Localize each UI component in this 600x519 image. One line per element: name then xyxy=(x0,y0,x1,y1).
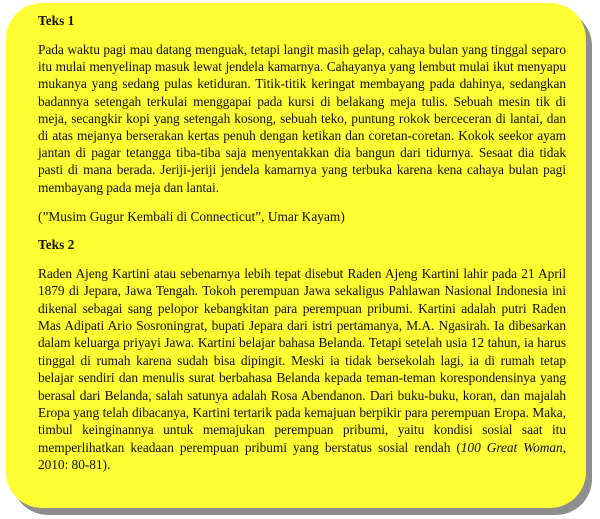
teks2-source-title: 100 Great Woman xyxy=(460,439,563,455)
teks2-heading: Teks 2 xyxy=(38,236,75,252)
teks1-paragraph: Pada waktu pagi mau datang menguak, tetapi langit masih gelap, cahaya bulan yang tinggal separo itu mulai menyelinap masuk lewat jendela kamarnya. Cahayanya yang lembut mulai ikut menyapu mukanya yang sedang pulas ketiduran. Titik-titik keringat membayang pada dahinya, sedangkan badannya setengah terkulai menggapai pada kursi di belakang meja tulis. Sebuah mesin tik di meja, secangkir kopi yang setengah kosong, sebuah teko, puntung rokok berceceran di lantai, dan di atas mejanya berserakan kertas penuh dengan ketikan dan coretan-coretan. Kokok seekor ayam jantan di pagar tetangga tiba-tiba saja menyentakkan dia bangun dari tidurnya. Sesaat dia tidak pasti di mana berada. Jeriji-jeriji jendela kamarnya yang terbuka karena kena cahaya bulan pagi membayang pada meja dan lantai. xyxy=(38,42,566,195)
document-frame xyxy=(6,3,586,508)
teks1-heading: Teks 1 xyxy=(38,13,75,28)
teks2-paragraph xyxy=(38,265,566,474)
teks2-paragraph-main: Raden Ajeng Kartini atau sebenarnya lebih tepat disebut Raden Ajeng Kartini lahir pada 21 April 1879 di Jepara, Jawa Tengah. Tokoh perempuan Jawa sekaligus Pahlawan Nasional Indonesia ini dikenal sebagai sang pelopor kebangkitan para perempuan pribumi. Kartini adalah putri Raden Mas Adipati Ario Sosroningrat, bupati Jepara dari istri pertamanya, M.A. Ngasirah. Ia dibesarkan dalam keluarga priyayi Jawa. Kartini belajar bahasa Belanda. Tetapi setelah usia 12 tahun, ia harus tinggal di rumah karena sudah bisa dipingit. Meski ia tidak bersekolah lagi, ia di rumah tetap belajar sendiri dan menulis surat berbahasa Belanda kepada teman-teman korespondensinya yang berasal dari Belanda, salah satunya adalah Rosa Abendanon. Dari buku-buku, koran, dan majalah Eropa yang telah dibacanya, Kartini tertarik pada kemajuan berpikir para perempuan Eropa. Maka, timbul keinginannya untuk memajukan perempuan pribumi, yaitu kondisi sosial saat itu memperlihatkan keadaan perempuan pribumi yang berstatus sosial rendah ( xyxy=(38,265,566,455)
teks1-citation: (”Musim Gugur Kembali di Connecticut”, Umar Kayam) xyxy=(38,208,345,224)
teks2-source-tail: , 2010: 80-81). xyxy=(38,439,566,473)
